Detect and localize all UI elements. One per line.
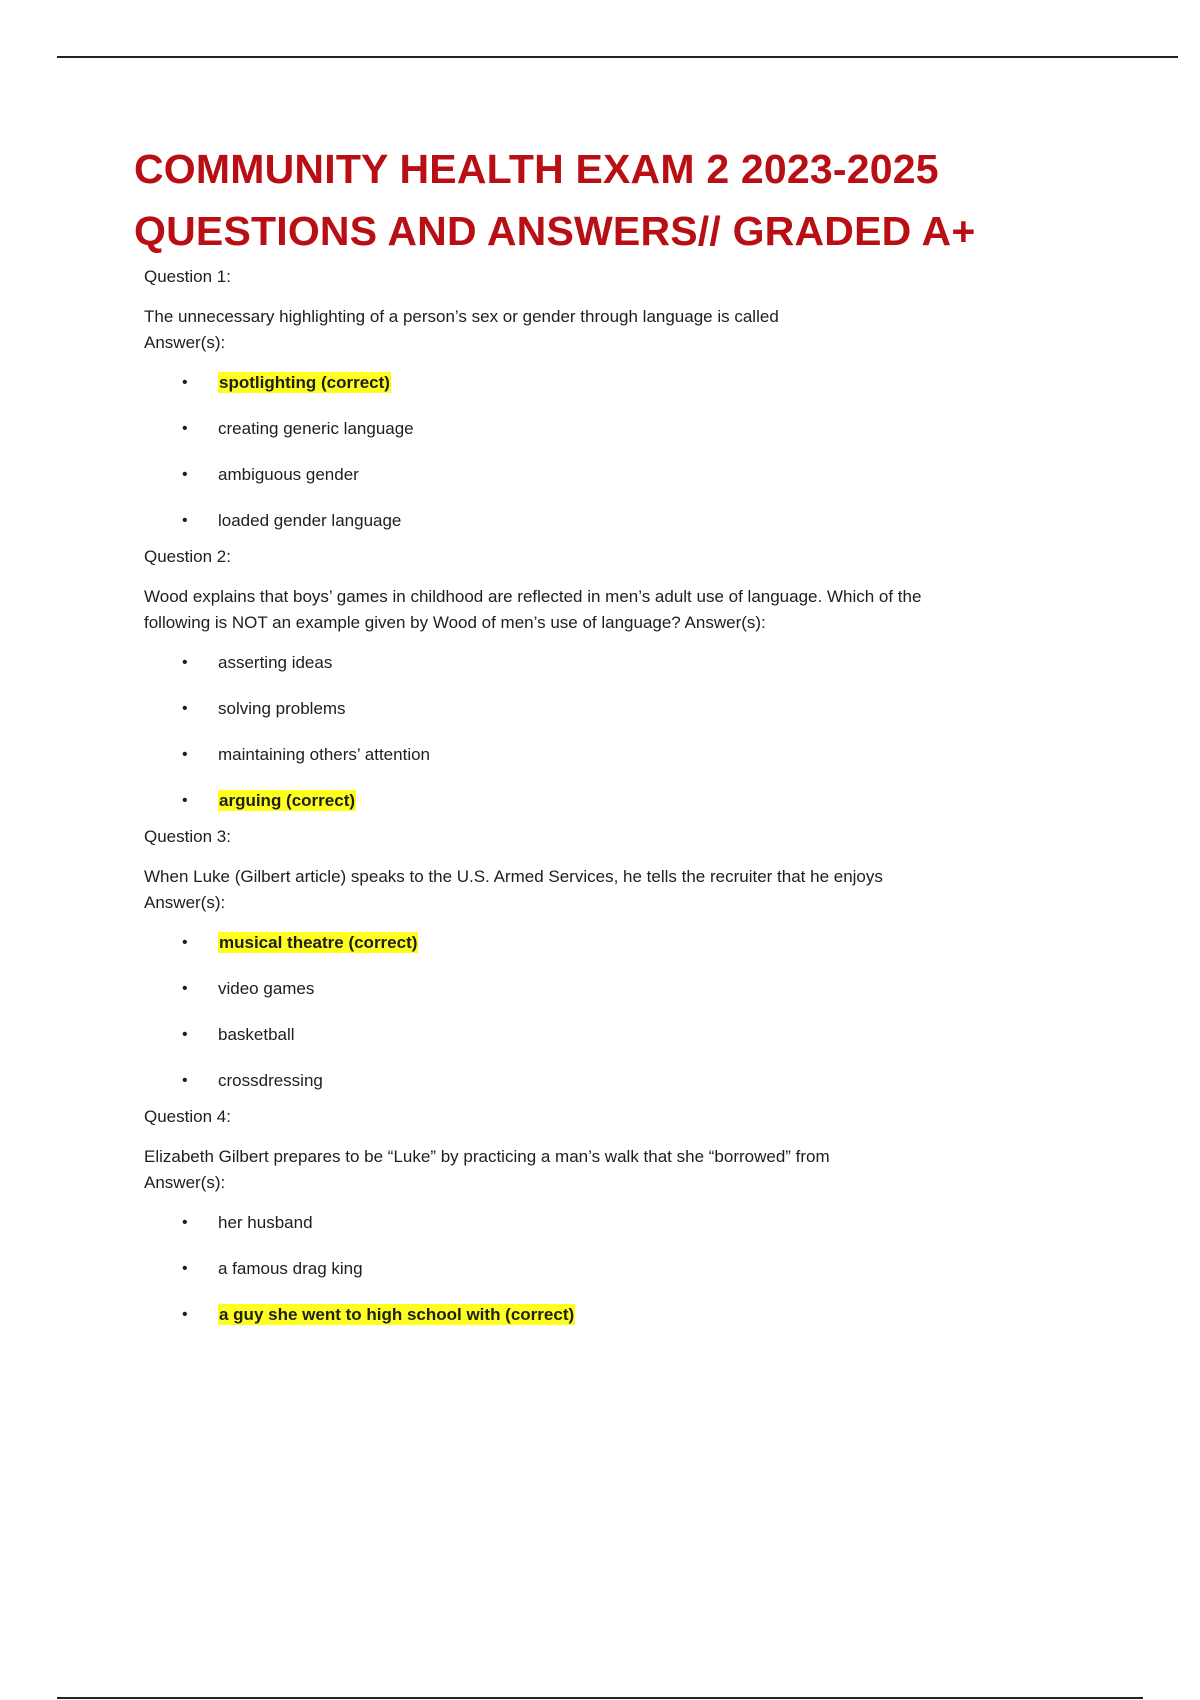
bullet-icon: • <box>182 934 188 951</box>
bullet-icon: • <box>182 374 188 391</box>
bullet-icon: • <box>182 466 188 483</box>
question-text-line: Answer(s): <box>144 893 226 912</box>
answer-option <box>144 1256 1024 1302</box>
document-title-line-1: COMMUNITY HEALTH EXAM 2 2023-2025 <box>134 146 939 192</box>
answer-option-text: basketball <box>218 1025 295 1044</box>
document-title-line-2: QUESTIONS AND ANSWERS// GRADED A+ <box>134 208 976 254</box>
question-2 <box>144 544 1024 824</box>
answer-option-text: musical theatre (correct) <box>219 933 418 952</box>
answer-option <box>144 508 1024 544</box>
question-3 <box>144 824 1024 1104</box>
answer-option-text: spotlighting (correct) <box>219 373 390 392</box>
answer-option-text: maintaining others’ attention <box>218 745 431 764</box>
answer-option <box>144 416 1024 462</box>
question-4 <box>144 1104 1024 1348</box>
bullet-icon: • <box>182 746 188 763</box>
question-label: Question 1: <box>144 267 231 286</box>
question-text-line: The unnecessary highlighting of a person’s sex or gender through language is called <box>144 307 779 326</box>
question-list <box>144 264 1024 1348</box>
answer-option <box>144 1302 1024 1348</box>
bullet-icon: • <box>182 1306 188 1323</box>
question-text <box>144 584 1024 636</box>
answer-option <box>144 650 1024 696</box>
question-1 <box>144 264 1024 544</box>
question-text <box>144 304 1024 356</box>
question-text <box>144 1144 1024 1196</box>
answer-option-text: loaded gender language <box>218 511 402 530</box>
answer-option-text: arguing (correct) <box>219 791 356 810</box>
answer-option <box>144 462 1024 508</box>
bullet-icon: • <box>182 1026 188 1043</box>
answer-options <box>144 930 1024 1104</box>
bullet-icon: • <box>182 654 188 671</box>
question-text <box>144 864 1024 916</box>
answer-option-text: a guy she went to high school with (correct) <box>219 1305 575 1324</box>
answer-option <box>144 788 1024 824</box>
bullet-icon: • <box>182 420 188 437</box>
bullet-icon: • <box>182 1260 188 1277</box>
answer-option <box>144 1068 1024 1104</box>
bottom-rule <box>57 1697 1143 1699</box>
answer-option <box>144 742 1024 788</box>
answer-options <box>144 650 1024 824</box>
question-text-line: Answer(s): <box>144 333 226 352</box>
question-text-line: When Luke (Gilbert article) speaks to the U.S. Armed Services, he tells the recruiter that he enjoys <box>144 867 883 886</box>
question-text-line: following is NOT an example given by Wood of men’s use of language? Answer(s): <box>144 613 766 632</box>
bullet-icon: • <box>182 792 188 809</box>
question-label: Question 4: <box>144 1107 231 1126</box>
answer-option <box>144 1210 1024 1256</box>
answer-option <box>144 976 1024 1022</box>
bullet-icon: • <box>182 980 188 997</box>
answer-option-text: solving problems <box>218 699 346 718</box>
top-rule <box>57 56 1178 58</box>
answer-option-text: a famous drag king <box>218 1259 363 1278</box>
bullet-icon: • <box>182 1214 188 1231</box>
question-text-line: Elizabeth Gilbert prepares to be “Luke” by practicing a man’s walk that she “borrowed” from <box>144 1147 830 1166</box>
answer-option <box>144 930 1024 976</box>
bullet-icon: • <box>182 1072 188 1089</box>
answer-option-text: her husband <box>218 1213 313 1232</box>
question-label: Question 3: <box>144 827 231 846</box>
question-text-line: Wood explains that boys’ games in childhood are reflected in men’s adult use of language. Which of the <box>144 587 922 606</box>
bullet-icon: • <box>182 512 188 529</box>
answer-option <box>144 1022 1024 1068</box>
answer-option-text: ambiguous gender <box>218 465 359 484</box>
bullet-icon: • <box>182 700 188 717</box>
answer-option <box>144 696 1024 742</box>
document-title <box>134 138 1154 262</box>
answer-option-text: video games <box>218 979 315 998</box>
question-text-line: Answer(s): <box>144 1173 226 1192</box>
answer-option-text: crossdressing <box>218 1071 323 1090</box>
answer-options <box>144 370 1024 544</box>
answer-options <box>144 1210 1024 1348</box>
answer-option <box>144 370 1024 416</box>
question-label: Question 2: <box>144 547 231 566</box>
answer-option-text: creating generic language <box>218 419 414 438</box>
answer-option-text: asserting ideas <box>218 653 333 672</box>
